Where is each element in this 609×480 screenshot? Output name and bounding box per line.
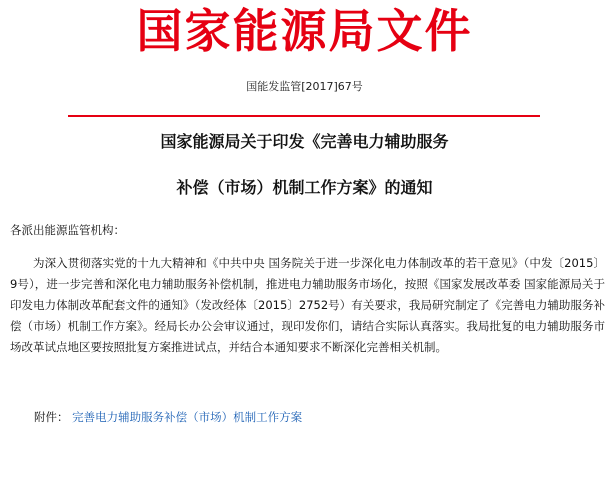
attachment-link[interactable]: 完善电力辅助服务补偿（市场）机制工作方案 [72,410,303,424]
salutation: 各派出能源监管机构： [10,223,125,237]
document-masthead: 国家能源局文件 [136,4,473,58]
red-divider-rule [68,115,540,117]
document-title-line-2: 补偿（市场）机制工作方案》的通知 [176,178,433,197]
attachment-line [34,410,302,425]
document-title-line-1: 国家能源局关于印发《完善电力辅助服务 [160,132,449,151]
attachment-label: 附件： [34,410,69,424]
document-number: 国能发监管[2017]67号 [246,80,363,93]
body-paragraph: 为深入贯彻落实党的十九大精神和《中共中央 国务院关于进一步深化电力体制改革的若干意见》（中发〔2015〕9号），进一步完善和深化电力辅助服务补偿机制，推进电力辅助服务市场化，按照《国家发展改革委 国家能源局关于印发电力体制改革配套文件的通知》（发改经体〔2015〕2752号）有关要求，我局研究制定了《完善电力辅助服务补偿（市场）机制工作方案》。经局长办公会审议通过，现印发你们，请结合实际认真落实。我局批复的电力辅助服务市场改革试点地区要按照批复方案推进试点，并结合本通知要求不断深化完善相关机制。 [10,256,605,354]
